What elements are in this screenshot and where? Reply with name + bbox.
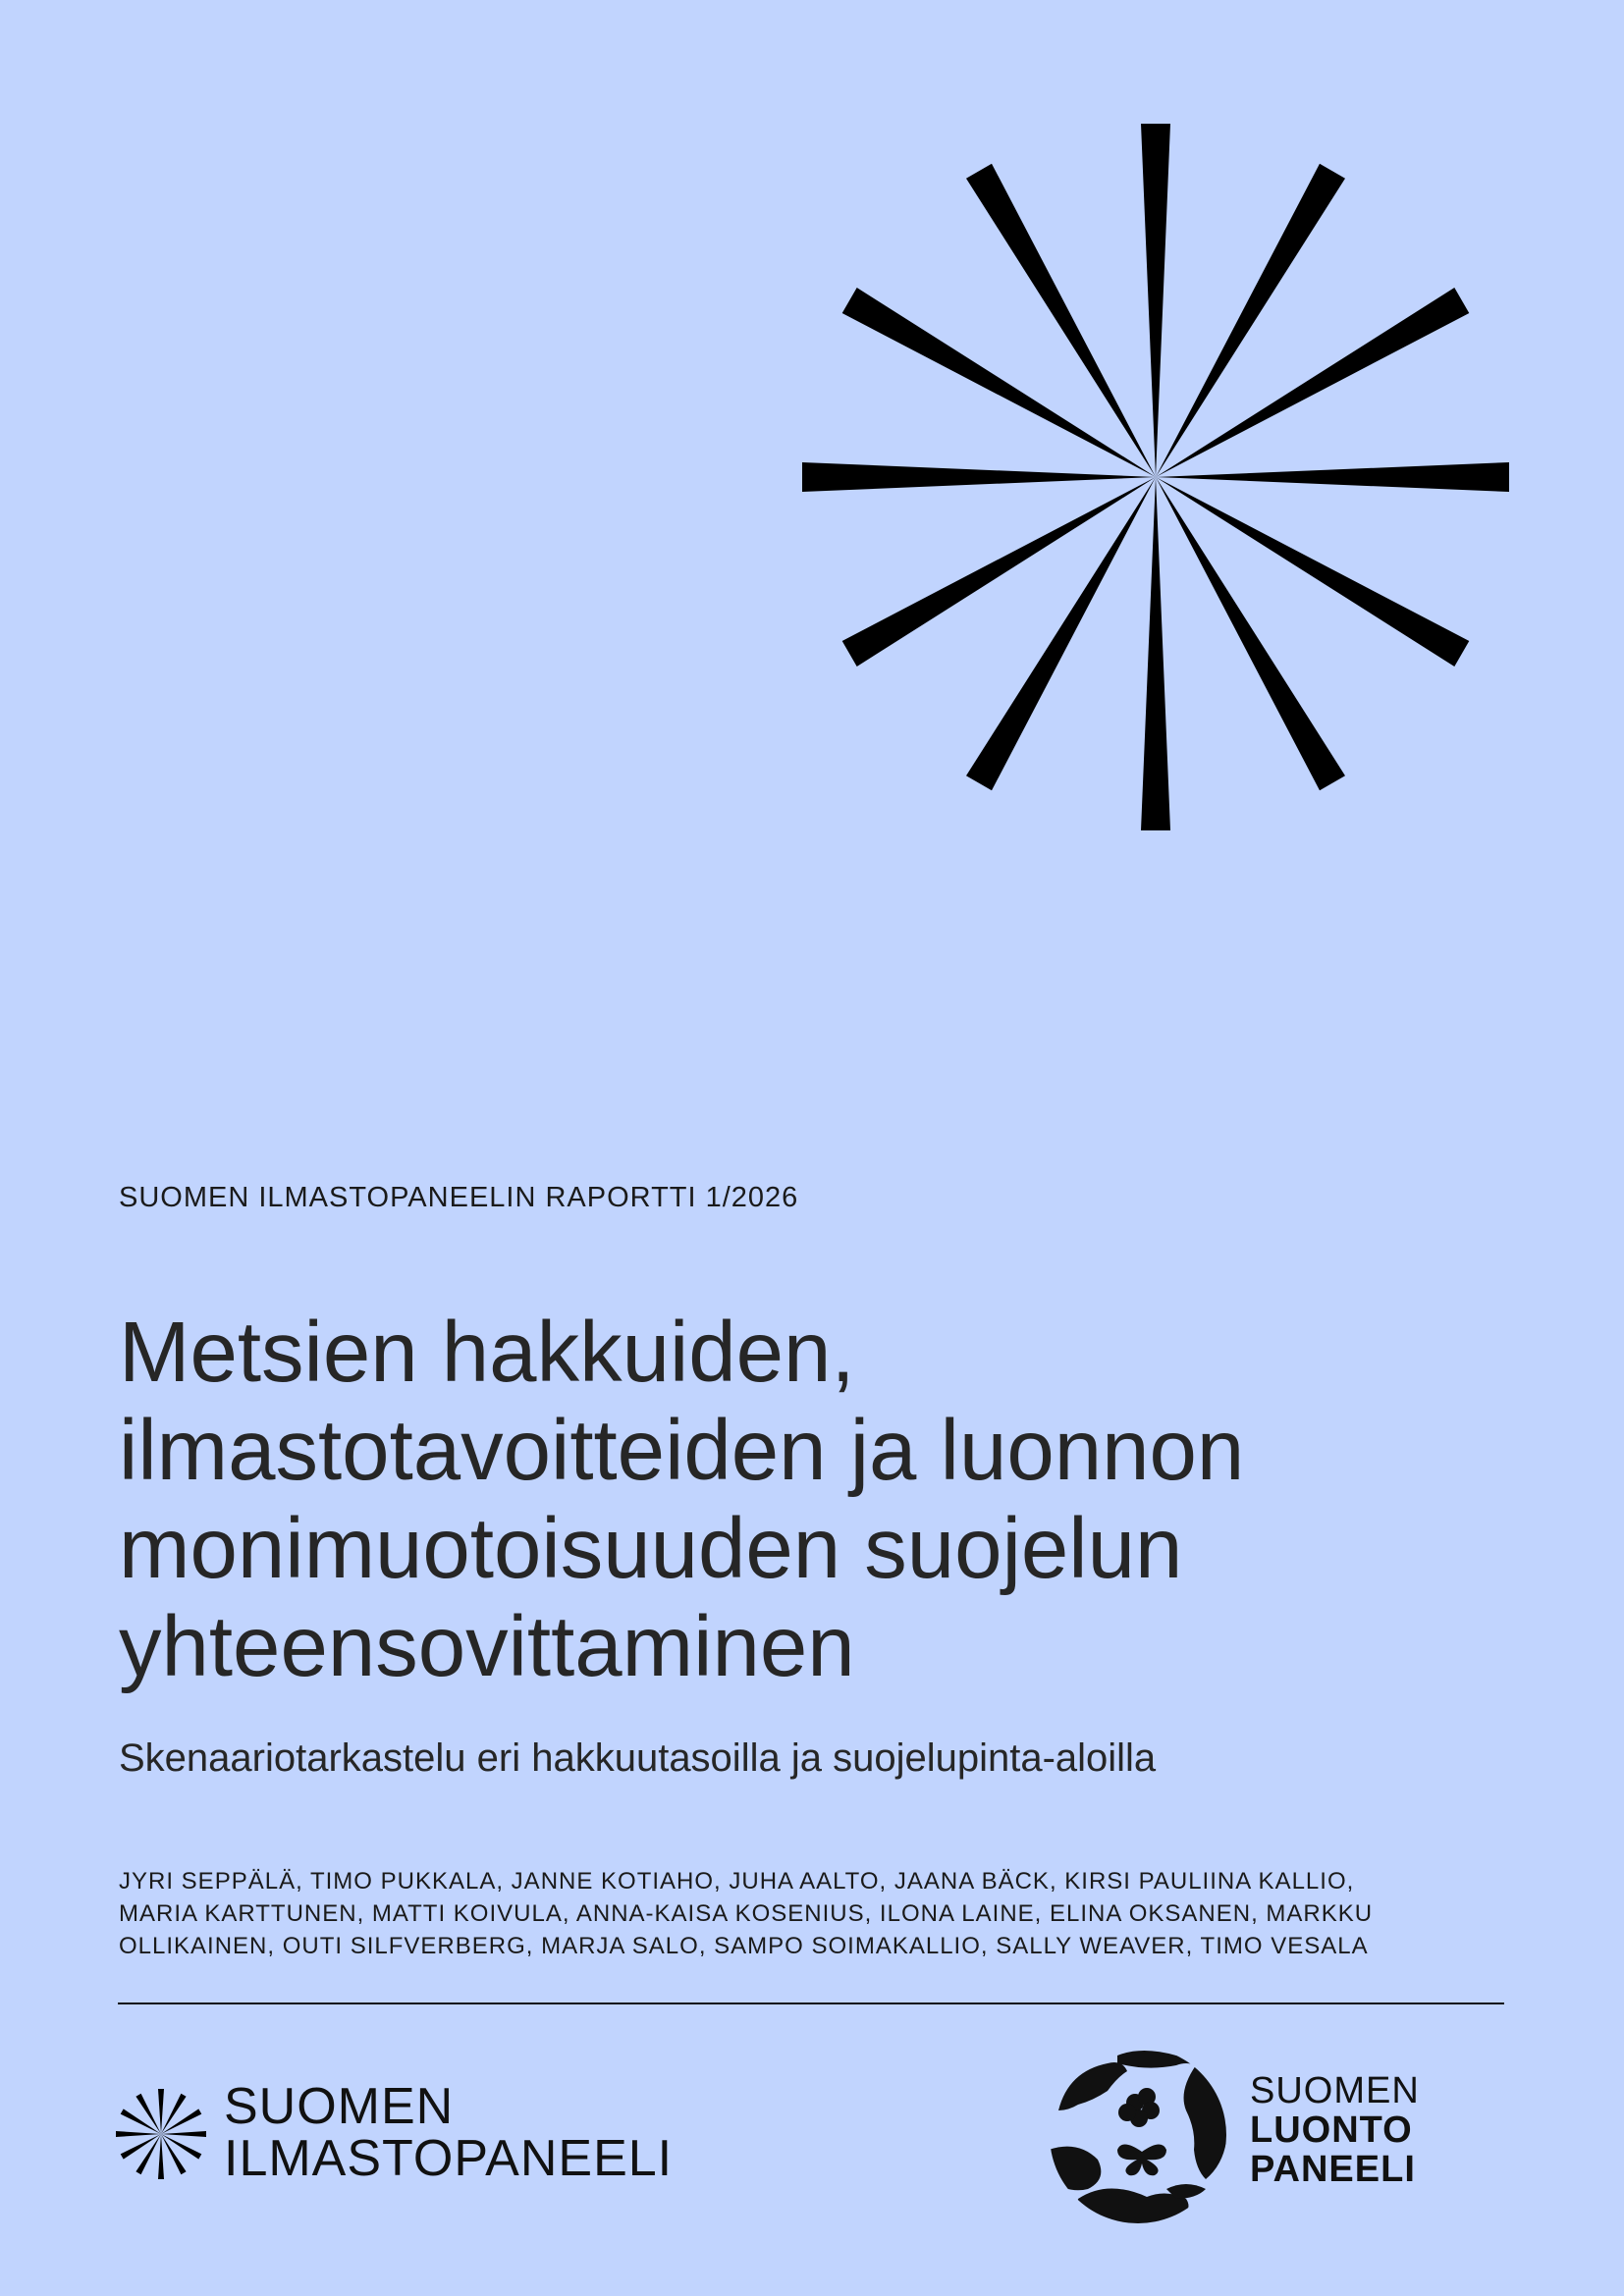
- small-starburst-ray: [121, 2134, 161, 2160]
- wordmark-line: LUONTO: [1250, 2109, 1413, 2151]
- starburst-ray: [1156, 477, 1345, 790]
- author-list: [119, 1865, 1513, 1962]
- starburst-graphic: [0, 0, 1624, 883]
- small-starburst-ray: [161, 2134, 201, 2160]
- starburst-ray: [966, 164, 1156, 477]
- starburst-ray: [1156, 462, 1509, 492]
- starburst-ray: [966, 477, 1156, 790]
- luontopaneeli-logo: [1049, 2042, 1461, 2228]
- wordmark-line: ILMASTOPANEELI: [224, 2130, 674, 2187]
- starburst-ray: [1141, 124, 1170, 477]
- small-starburst-ray: [158, 2089, 164, 2134]
- small-starburst-ray: [158, 2134, 164, 2179]
- starburst-ray: [1156, 164, 1345, 477]
- small-starburst-ray: [161, 2134, 187, 2174]
- small-starburst-ray: [116, 2131, 161, 2137]
- title-line: monimuotoisuuden suojelun: [119, 1501, 1183, 1596]
- author-line: OLLIKAINEN, OUTI SILFVERBERG, MARJA SALO, SAMPO SOIMAKALLIO, SALLY WEAVER, TIMO VESALA: [119, 1933, 1369, 1959]
- small-starburst-ray: [135, 2094, 161, 2134]
- ilmastopaneeli-wordmark: [224, 2078, 674, 2187]
- report-title: [119, 1304, 1474, 1696]
- report-series-label: SUOMEN ILMASTOPANEELIN RAPORTTI 1/2026: [119, 1182, 799, 1213]
- wordmark-line: SUOMEN: [224, 2078, 455, 2135]
- starburst-ray: [802, 462, 1156, 492]
- starburst-ray: [842, 288, 1156, 477]
- starburst-ray: [842, 477, 1156, 667]
- small-starburst-ray: [161, 2109, 201, 2134]
- ilmastopaneeli-logo: [116, 2078, 705, 2189]
- title-line: yhteensovittaminen: [119, 1599, 855, 1694]
- divider-line: [118, 2002, 1504, 2004]
- small-starburst-ray: [161, 2131, 206, 2137]
- title-line: ilmastotavoitteiden ja luonnon: [119, 1403, 1245, 1498]
- wordmark-line: PANEELI: [1250, 2149, 1416, 2190]
- small-starburst-ray: [121, 2109, 161, 2134]
- author-line: MARIA KARTTUNEN, MATTI KOIVULA, ANNA-KAISA KOSENIUS, ILONA LAINE, ELINA OKSANEN, MARKKU: [119, 1900, 1374, 1927]
- starburst-ray: [1156, 288, 1469, 477]
- author-line: JYRI SEPPÄLÄ, TIMO PUKKALA, JANNE KOTIAHO, JUHA AALTO, JAANA BÄCK, KIRSI PAULIINA KALLIO,: [119, 1868, 1355, 1895]
- luontopaneeli-wordmark: [1250, 2071, 1420, 2189]
- title-line: Metsien hakkuiden,: [119, 1305, 855, 1400]
- small-starburst-ray: [161, 2094, 187, 2134]
- starburst-ray: [1141, 477, 1170, 830]
- small-starburst-ray: [135, 2134, 161, 2174]
- starburst-icon: [116, 2085, 206, 2183]
- starburst-ray: [1156, 477, 1469, 667]
- report-subtitle: Skenaariotarkastelu eri hakkuutasoilla ja suojelupinta-aloilla: [119, 1736, 1157, 1780]
- wordmark-line: SUOMEN: [1250, 2070, 1420, 2111]
- nature-circle-icon: [1049, 2042, 1235, 2228]
